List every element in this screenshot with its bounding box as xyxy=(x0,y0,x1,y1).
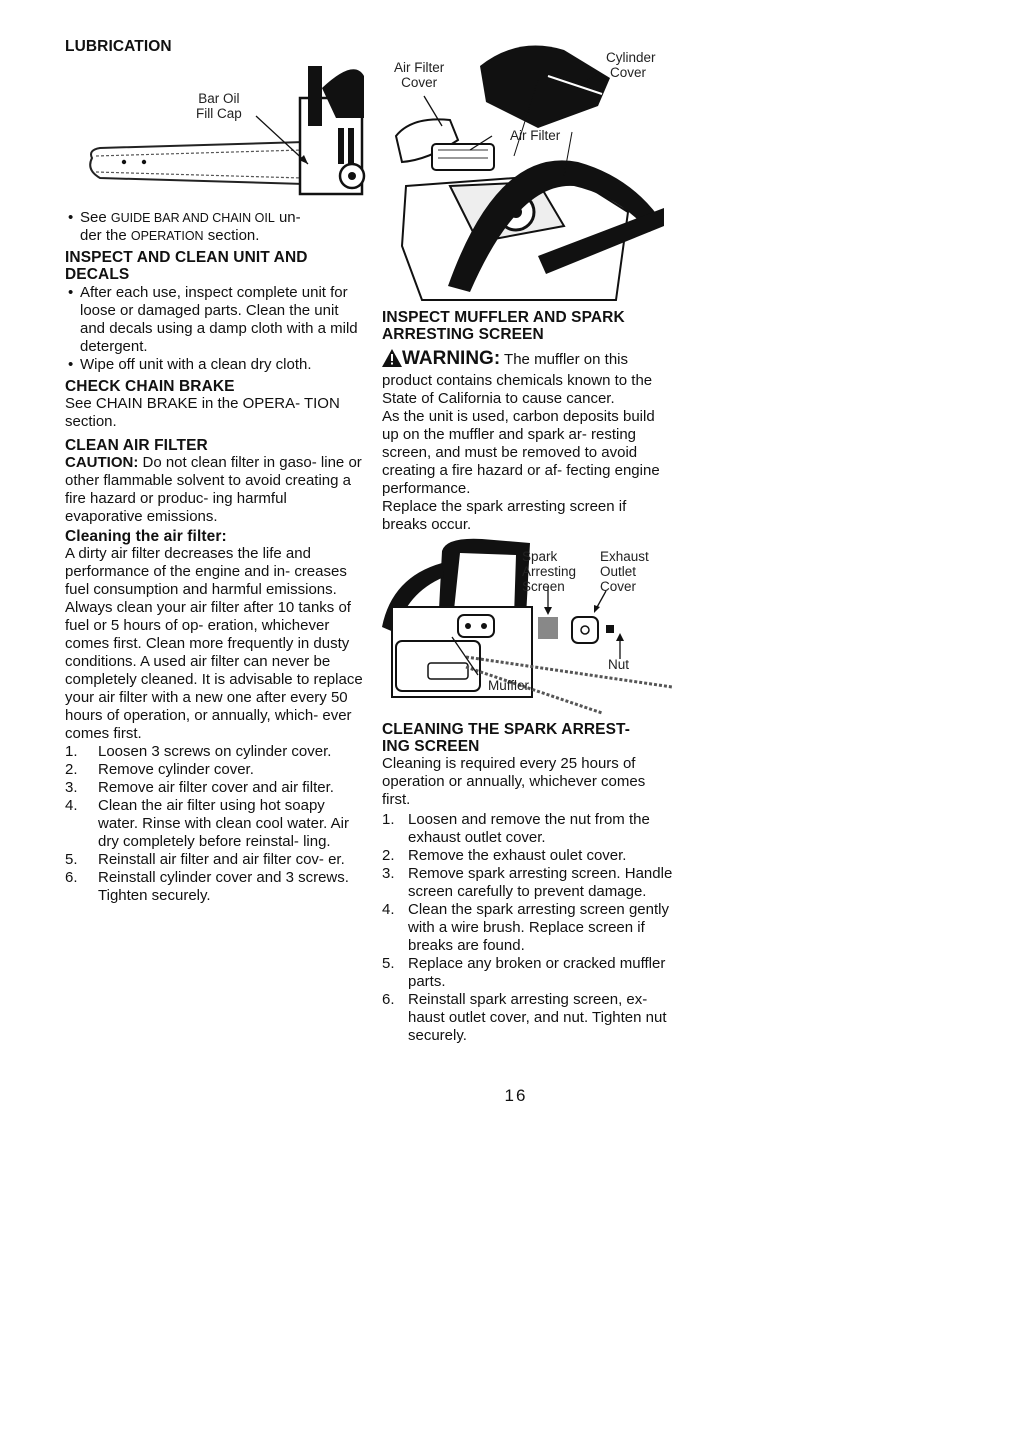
muffler-heading: INSPECT MUFFLER AND SPARK ARRESTING SCREEN xyxy=(382,309,625,343)
warning-icon xyxy=(382,349,402,372)
bar-oil-fill-cap-callout: Bar Oil Fill Cap xyxy=(196,91,242,121)
cleaning-heading: CLEANING THE SPARK ARREST- ING SCREEN xyxy=(382,721,631,755)
step-item: 4. Clean the air filter using hot soapy water. Rinse with clean cool water. Air dry completely before reinstal- ling. xyxy=(65,797,349,850)
step-item: 2. Remove cylinder cover. xyxy=(65,761,254,778)
inspect-unit-bullet: • After each use, inspect complete unit for loose or damaged parts. Clean the unit and decals using a damp cloth with a mild detergent. xyxy=(65,284,365,356)
cleaning-steps xyxy=(382,811,674,1045)
exhaust-outlet-cover-callout: Exhaust Outlet Cover xyxy=(600,549,649,594)
step-item: 2. Remove the exhaust oulet cover. xyxy=(382,847,627,864)
inspect-unit-heading: INSPECT AND CLEAN UNIT AND DECALS xyxy=(65,249,308,283)
chainsaw-bar-illustration xyxy=(86,58,366,198)
chain-brake-heading: CHECK CHAIN BRAKE xyxy=(65,378,235,395)
bar-oil-figure xyxy=(86,58,366,198)
cleaning-body: Cleaning is required every 25 hours of operation or annually, whichever comes first. xyxy=(382,755,646,808)
cylinder-cover-callout: Cylinder Cover xyxy=(606,50,656,80)
step-item: 5. Replace any broken or cracked muffler parts. xyxy=(382,955,666,990)
step-item: 3. Remove spark arresting screen. Handle screen carefully to prevent damage. xyxy=(382,865,673,900)
inspect-unit-section xyxy=(65,249,365,905)
step-item: 3. Remove air filter cover and air filter. xyxy=(65,779,334,796)
lubrication-heading: LUBRICATION xyxy=(65,38,172,55)
cleaning-air-filter-subheading: Cleaning the air filter: xyxy=(65,528,227,545)
muffler-body-2: Replace the spark arresting screen if breaks occur. xyxy=(382,498,627,533)
caution-label: CAUTION: xyxy=(65,454,139,471)
step-item: 1. Loosen and remove the nut from the exhaust outlet cover. xyxy=(382,811,650,846)
air-filter-callout: Air Filter xyxy=(510,128,561,143)
nut-callout: Nut xyxy=(608,657,630,672)
step-item: 6. Reinstall spark arresting screen, ex- haust outlet cover, and nut. Tighten nut securely. xyxy=(382,991,667,1044)
air-filter-caution: CAUTION: Do not clean filter in gaso- line or other flammable solvent to avoid creating a fire hazard or produc- ing harmful evaporative emissions. xyxy=(65,454,362,525)
inspect-unit-bullet: • Wipe off unit with a clean dry cloth. xyxy=(65,356,365,374)
step-item: 4. Clean the spark arresting screen gently with a wire brush. Replace screen if breaks are found. xyxy=(382,901,669,954)
step-item: 6. Reinstall cylinder cover and 3 screws. Tighten securely. xyxy=(65,869,349,904)
spark-arresting-screen-callout: Spark Arresting Screen xyxy=(522,549,577,594)
warning-label: WARNING: xyxy=(402,348,501,369)
lubrication-bullet: • See GUIDE BAR AND CHAIN OIL un- der the OPERATION section. xyxy=(65,209,365,245)
muffler-section xyxy=(382,309,674,534)
cleaning-section xyxy=(382,721,674,1045)
step-item: 1. Loosen 3 screws on cylinder cover. xyxy=(65,743,332,760)
air-filter-heading: CLEAN AIR FILTER xyxy=(65,437,208,454)
air-filter-figure xyxy=(388,36,668,304)
muffler-callout: Muffler xyxy=(488,678,530,693)
page-number: 16 xyxy=(504,1086,528,1105)
lubrication-bullets xyxy=(65,209,365,245)
muffler-body-1: As the unit is used, carbon deposits build up on the muffler and spark ar- resting screen, and must be removed to avoid creating a fire hazard or af- fecting engine performance. xyxy=(382,408,660,497)
step-item: 5. Reinstall air filter and air filter cov- er. xyxy=(65,851,345,868)
inspect-unit-bullets xyxy=(65,284,365,374)
air-filter-steps xyxy=(65,743,365,905)
spark-arresting-figure xyxy=(382,537,674,717)
air-filter-body: A dirty air filter decreases the life and performance of the engine and in- creases fuel consumption and harmful emissions. Always clean your air filter after 10 tanks of fuel or 5 hours of op- eration, whichever comes first. Clean more frequently in dusty conditions. A used air filter can never be completely cleaned. It is advisable to replace your air filter with a new one after every 50 hours of operation, or annually, which- ever comes first. xyxy=(65,545,363,742)
chain-brake-body: See CHAIN BRAKE in the OPERA- TION section. xyxy=(65,395,340,430)
air-filter-cover-callout: Air Filter Cover xyxy=(394,60,445,90)
muffler-warning: WARNING: The muffler on this product contains chemicals known to the State of California to cause cancer. xyxy=(382,348,653,407)
